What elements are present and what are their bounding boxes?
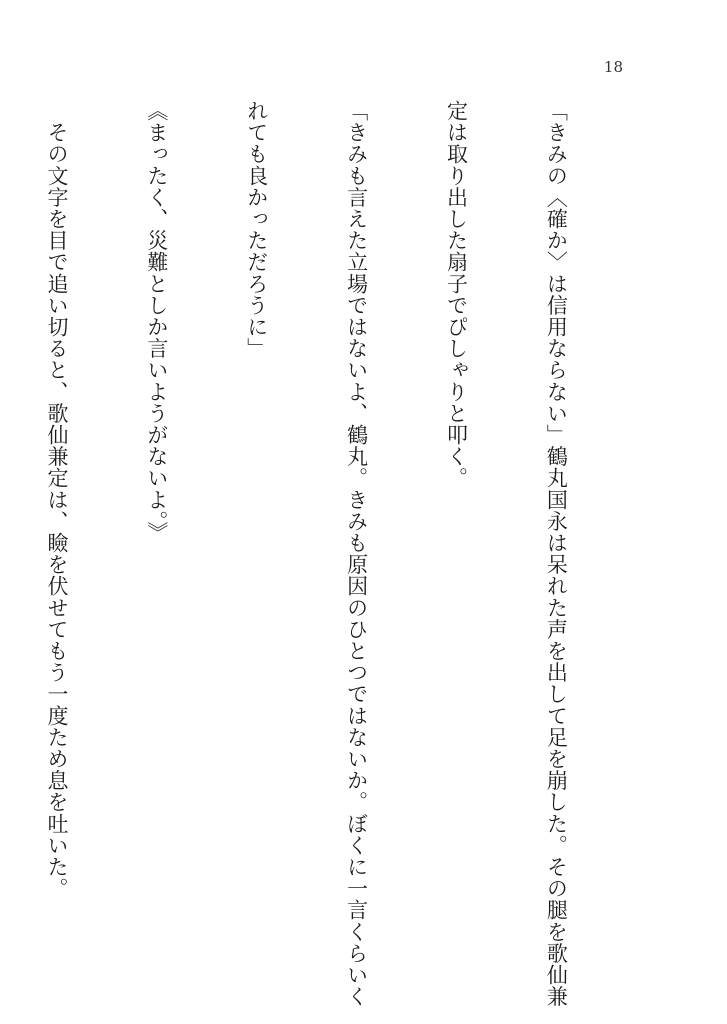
text-column: 定は取り出した扇子でぴしゃりと叩く。 bbox=[444, 100, 469, 489]
text-column: その文字を目で追い切ると、歌仙兼定は、瞼を伏せてもう一度ため息を吐いた。 bbox=[44, 100, 69, 900]
text-column: 「きみの〈確か〉は信用ならない」鶴丸国永は呆れた声を出して足を崩した。その腿を歌仙兼 bbox=[544, 100, 569, 1008]
vertical-text-body bbox=[0, 100, 639, 1008]
text-column: れても良かっただろうに」 bbox=[244, 100, 269, 360]
text-column: 《まったく、災難としか言いようがないよ。》 bbox=[144, 100, 169, 544]
page-number: 18 bbox=[603, 58, 623, 76]
text-column: 「きみも言えた立場ではないよ、鶴丸。きみも原因のひとつではないか。ぼくに一言くらいく bbox=[344, 100, 369, 1008]
